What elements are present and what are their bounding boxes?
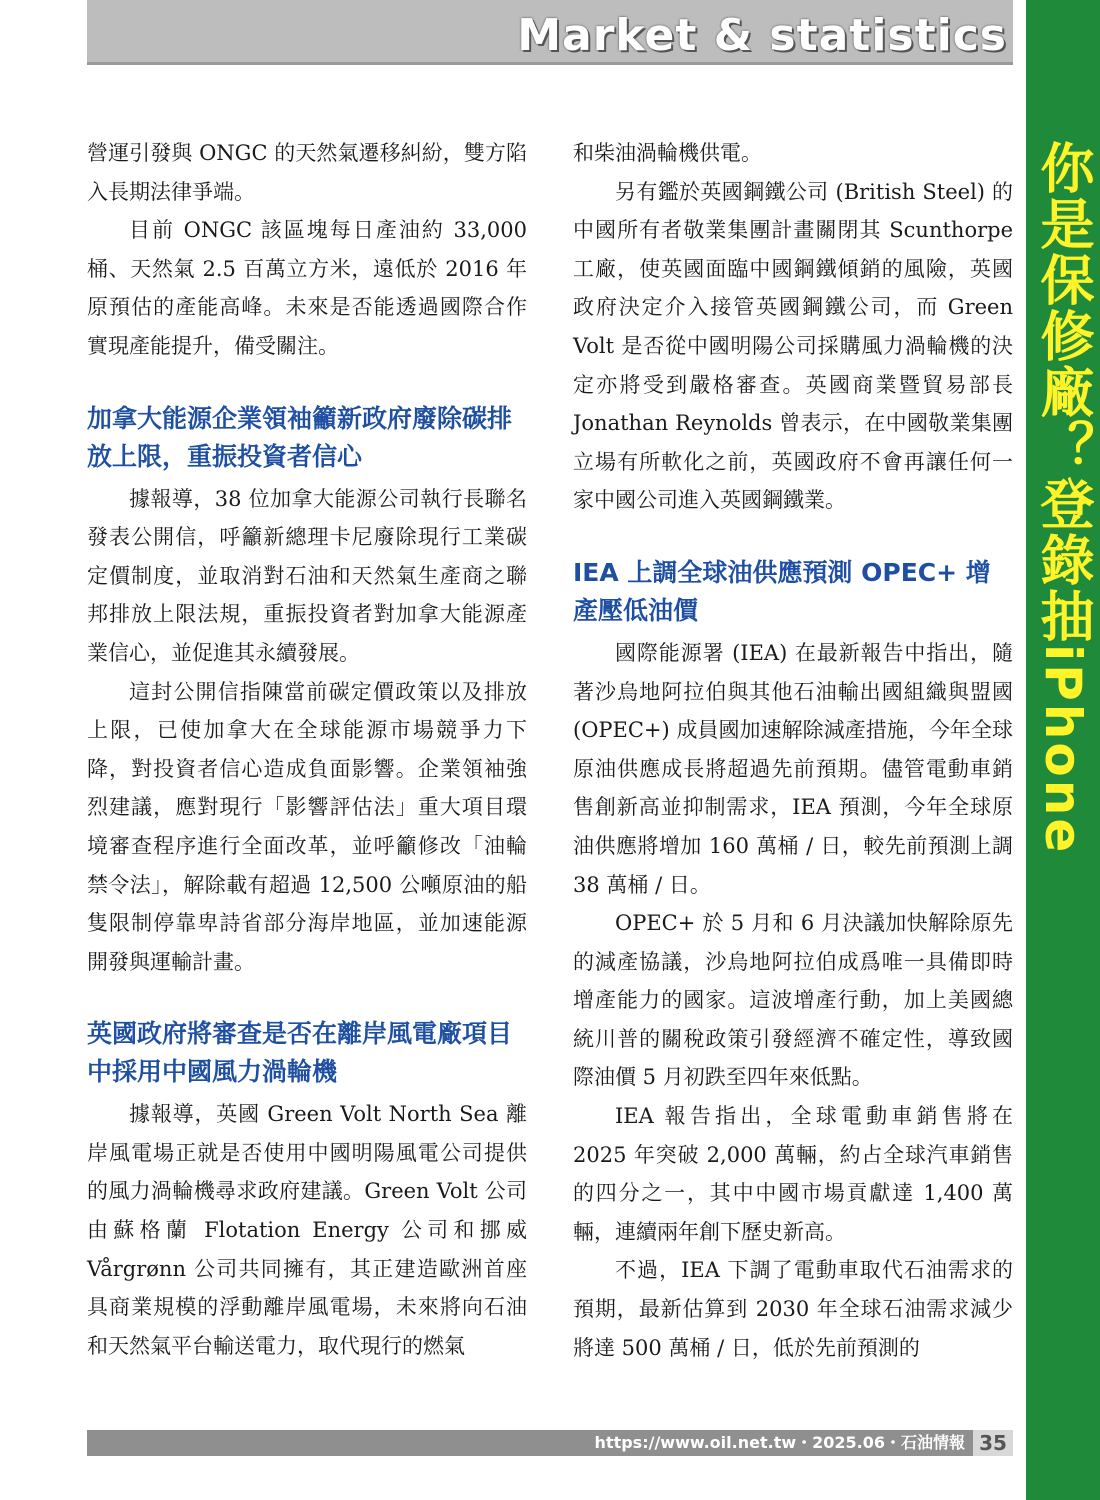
paragraph: OPEC+ 於 5 月和 6 月決議加快解除原先的減產協議，沙烏地阿拉伯成爲唯一具備即時增產能力的國家。這波增產行動，加上美國總統川普的關稅政策引發經濟不確定性，導致國際油價 5 月初跌至四年來低點。 [573, 911, 1013, 1090]
paragraph: 不過，IEA 下調了電動車取代石油需求的預期，最新估算到 2030 年全球石油需求減少將達 500 萬桶 / 日，低於先前預測的 [573, 1258, 1013, 1360]
paragraph: 營運引發與 ONGC 的天然氣遷移糾紛，雙方陷入長期法律爭端。 [87, 141, 527, 204]
page-number: 35 [973, 1430, 1013, 1456]
promo-latin: iPhone [1034, 644, 1092, 856]
paragraph: 另有鑑於英國鋼鐵公司 (British Steel) 的中國所有者敬業集團計畫關閉其 Scunthorpe 工廠，使英國面臨中國鋼鐵傾銷的風險，英國政府決定介入接管英國鋼鐵公司，而 Green Volt 是否從中國明陽公司採購風力渦輪機的決定亦將受到嚴格審查。英國商業暨貿易部長 Jonathan Reynolds 曾表示，在中國敬業集團立場有所軟化之前，英國政府不會再讓任何一家中國公司進入英國鋼鐵業。 [573, 179, 1013, 513]
heading-uk-wind-turbines: 英國政府將審查是否在離岸風電廠項目中採用中國風力渦輪機 [87, 1019, 513, 1087]
paragraph: 和柴油渦輪機供電。 [573, 141, 762, 165]
paragraph: 目前 ONGC 該區塊每日產油約 33,000 桶、天然氣 2.5 百萬立方米，遠低於 2016 年原預估的產能高峰。未來是否能透過國際合作實現產能提升，備受關注。 [87, 218, 527, 358]
section-title: Market & statistics [517, 10, 1007, 61]
right-column [573, 134, 1013, 1367]
paragraph: IEA 報告指出，全球電動車銷售將在 2025 年突破 2,000 萬輛，約占全球汽車銷售的四分之一，其中中國市場貢獻達 1,400 萬輛，連續兩年創下歷史新高。 [573, 1104, 1013, 1244]
heading-iea-supply: IEA 上調全球油供應預測 OPEC+ 增產壓低油價 [573, 557, 991, 625]
promo-sidebar[interactable] [1026, 0, 1100, 1500]
footer-source[interactable]: https://www.oil.net.tw・2025.06・石油情報 [594, 1433, 965, 1452]
left-column [87, 134, 527, 1365]
promo-text [1026, 140, 1100, 855]
header-bar [87, 0, 1013, 65]
promo-chinese: 你是保修廠？登錄抽 [1032, 140, 1095, 644]
footer-bar [87, 1430, 1013, 1456]
paragraph: 國際能源署 (IEA) 在最新報告中指出，隨著沙烏地阿拉伯與其他石油輸出國組織與盟國 (OPEC+) 成員國加速解除減產措施，今年全球原油供應成長將超過先前預期。儘管電動車銷售創新高並抑制需求，IEA 預測，今年全球原油供應將增加 160 萬桶 / 日，較先前預測上調 38 萬桶 / 日。 [573, 640, 1013, 897]
paragraph: 據報導，38 位加拿大能源公司執行長聯名發表公開信，呼籲新總理卡尼廢除現行工業碳定價制度，並取消對石油和天然氣生產商之聯邦排放上限法規，重振投資者對加拿大能源產業信心，並促進其永續發展。 [87, 486, 527, 665]
paragraph: 這封公開信指陳當前碳定價政策以及排放上限，已使加拿大在全球能源市場競爭力下降，對投資者信心造成負面影響。企業領袖強烈建議，應對現行「影響評估法」重大項目環境審查程序進行全面改革，並呼籲修改「油輪禁令法」，解除載有超過 12,500 公噸原油的船隻限制停靠卑詩省部分海岸地區，並加速能源開發與運輸計畫。 [87, 679, 527, 974]
paragraph: 據報導，英國 Green Volt North Sea 離岸風電場正就是否使用中國明陽風電公司提供的風力渦輪機尋求政府建議。Green Volt 公司由蘇格蘭 Flotation Energy 公司和挪威 Vårgrønn 公司共同擁有，其正建造歐洲首座具商業規模的浮動離岸風電場，未來將向石油和天然氣平台輸送電力，取代現行的燃氣 [87, 1102, 527, 1358]
heading-canada-energy: 加拿大能源企業領袖籲新政府廢除碳排放上限，重振投資者信心 [87, 403, 513, 471]
